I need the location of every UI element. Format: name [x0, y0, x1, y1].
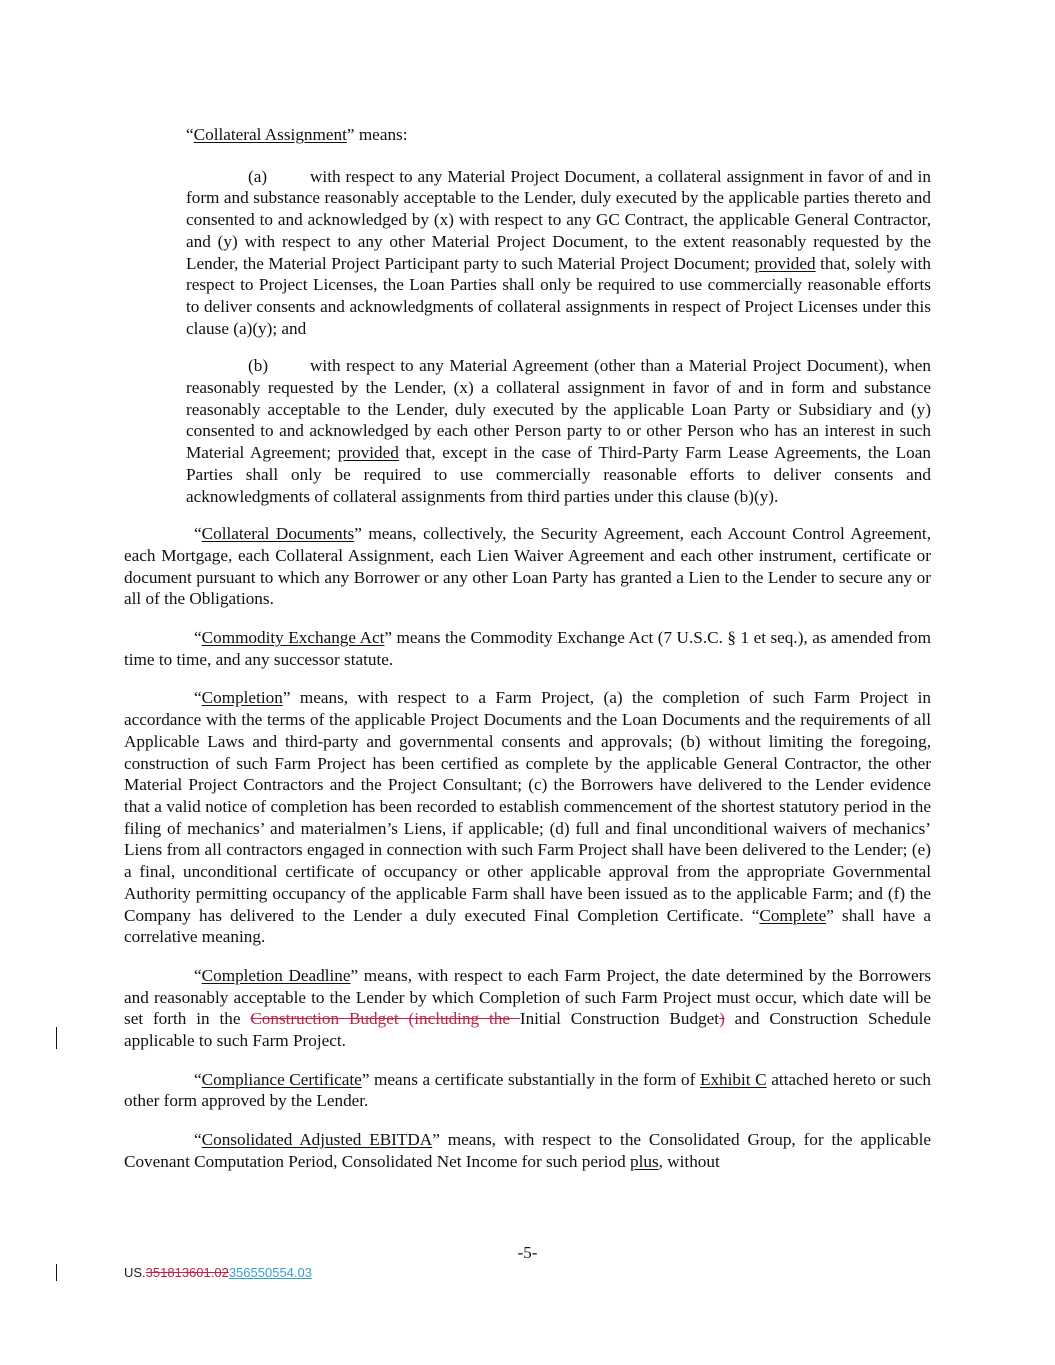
clause-a: (a) with respect to any Material Project Document, a collateral assignment in favor of and in form and substance reasonably acceptable to the Lender, duly executed by the applicable parties thereto and consented to and acknowledged by (x) with respect to any GC Contract, the applicable General Contractor, and (y) with respect to any other Material Project Document, to the extent reasonably requested by the Lender, the Material Project Participant party to such Material Project Document; provided that, solely with respect to Project Licenses, the Loan Parties shall only be required to use commercially reasonable efforts to deliver consents and acknowledgments of collateral assignments in respect of Project Licenses under this clause (a)(y); and: [186, 166, 931, 338]
clause-label: (a): [248, 166, 268, 186]
document-page: [124, 124, 931, 1190]
inserted-doc-id: 356550554.03: [228, 1265, 312, 1280]
deleted-doc-id: 351813601.02: [145, 1265, 229, 1280]
definition-completion-deadline: “Completion Deadline” means, with respect to each Farm Project, the date determined by the Borrowers and reasonably acceptable to the Lender by which Completion of such Farm Project must occur, which date will be set forth in the Construction Budget (including the Initial Construction Budget) and Construction Schedule applicable to such Farm Project.: [124, 965, 932, 1051]
defined-term: Collateral Assignment: [193, 125, 347, 144]
deleted-text: Construction Budget (including the: [250, 1009, 520, 1029]
defined-term: Complete: [759, 905, 827, 925]
exhibit-reference: Exhibit C: [699, 1069, 767, 1089]
clause-b: (b) with respect to any Material Agreement (other than a Material Project Document), when reasonably requested by the Lender, (x) a collateral assignment in favor of and in form and substance reasonably acceptable to the Lender, duly executed by the applicable Loan Party or Subsidiary and (y) consented to and acknowledged by each other Person party to or other Person who has an interest in such Material Agreement; provided that, except in the case of Third-Party Farm Lease Agreements, the Loan Parties shall only be required to use commercially reasonable efforts to deliver consents and acknowledgments of collateral assignments from third parties under this clause (b)(y).: [186, 356, 931, 506]
definition-compliance-certificate: “Compliance Certificate” means a certificate substantially in the form of Exhibit C attached hereto or such other form approved by the Lender.: [124, 1069, 931, 1111]
defined-term: Completion Deadline: [201, 965, 351, 985]
defined-term: Completion: [201, 688, 283, 708]
defined-term: Commodity Exchange Act: [201, 628, 385, 648]
definition-collateral-assignment: “Collateral Assignment” means:: [186, 125, 408, 144]
document-id: US.351813601.02356550554.03: [124, 1265, 312, 1280]
change-bar: [56, 1264, 57, 1281]
change-bar: [56, 1027, 57, 1049]
deleted-text: ): [719, 1009, 725, 1029]
definition-commodity-exchange-act: “Commodity Exchange Act” means the Commodity Exchange Act (7 U.S.C. § 1 et seq.), as amended from time to time, and any successor statute.: [124, 628, 931, 669]
defined-term: Compliance Certificate: [201, 1069, 362, 1089]
definition-collateral-documents: “Collateral Documents” means, collectively, the Security Agreement, each Account Control Agreement, each Mortgage, each Collateral Assignment, each Lien Waiver Agreement and each other instrument, certificate or document pursuant to which any Borrower or any other Loan Party has granted a Lien to the Lender to secure any or all of the Obligations.: [124, 524, 931, 609]
defined-term: Consolidated Adjusted EBITDA: [201, 1130, 433, 1150]
clause-label: (b): [248, 356, 269, 376]
page-number: -5-: [517, 1243, 538, 1262]
defined-term: Collateral Documents: [201, 524, 355, 544]
definition-completion: “Completion” means, with respect to a Farm Project, (a) the completion of such Farm Project in accordance with the terms of the applicable Project Documents and the Loan Documents and the requirements of all Applicable Laws and third-party and governmental consents and approvals; (b) without limiting the foregoing, construction of such Farm Project has been certified as complete by the applicable General Contractor, the other Material Project Contractors and the Project Consultant; (c) the Borrowers have delivered to the Lender evidence that a valid notice of completion has been recorded to establish commencement of the shortest statutory period in the filing of mechanics’ and materialmen’s Liens, if applicable; (d) full and final unconditional waivers of mechanics’ Liens from all contractors engaged in connection with such Farm Project shall have been delivered to the Lender; (e) a final, unconditional certificate of occupancy or other applicable approval from the appropriate Governmental Authority permitting occupancy of the applicable Farm shall have been issued as to the applicable Farm; and (f) the Company has delivered to the Lender a duly executed Final Completion Certificate. “Complete” shall have a correlative meaning.: [124, 688, 931, 947]
definition-consolidated-adjusted-ebitda: “Consolidated Adjusted EBITDA” means, with respect to the Consolidated Group, for the applicable Covenant Computation Period, Consolidated Net Income for such period plus, without: [124, 1130, 932, 1171]
